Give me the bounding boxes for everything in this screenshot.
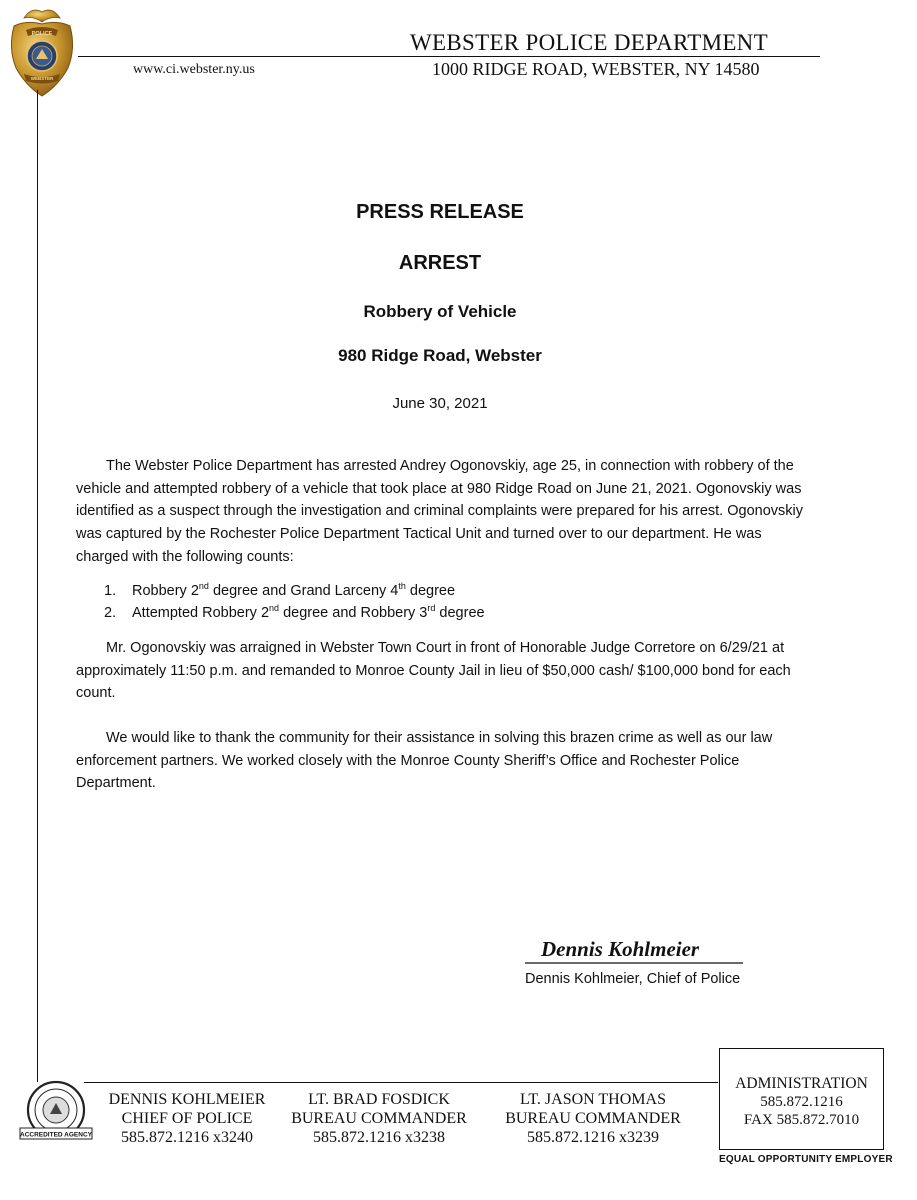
charge-number: 1. (104, 583, 117, 599)
charge-ordinal: rd (427, 603, 436, 614)
department-name: WEBSTER POLICE DEPARTMENT (410, 30, 768, 55)
charges-list (104, 580, 485, 624)
accreditation-seal-icon (10, 1078, 100, 1144)
badge-text-top: POLICE (31, 31, 53, 37)
handwritten-signature (525, 936, 743, 966)
release-location: 980 Ridge Road, Webster (338, 346, 542, 365)
header-rule (78, 56, 820, 57)
footer-officer-chief (102, 1090, 272, 1147)
charge-text: degree (405, 583, 456, 599)
department-address: 1000 RIDGE ROAD, WEBSTER, NY 14580 (432, 59, 760, 79)
charge-ordinal: nd (269, 603, 280, 614)
department-website: www.ci.webster.ny.us (133, 62, 255, 77)
charge-text: degree (435, 605, 485, 621)
charge-item (104, 602, 485, 624)
officer-phone: 585.872.1216 x3238 (313, 1129, 445, 1146)
signature-script: Dennis Kohlmeier (541, 937, 700, 961)
officer-phone: 585.872.1216 x3239 (527, 1129, 659, 1146)
footer-officer-thomas (496, 1090, 690, 1147)
footer-rule (84, 1082, 718, 1083)
charge-text: degree and Grand Larceny 4 (208, 583, 399, 599)
equal-opportunity-employer: EQUAL OPPORTUNITY EMPLOYER (719, 1154, 893, 1165)
charge-text: Robbery 2 (132, 583, 199, 599)
officer-phone: 585.872.1216 x3240 (121, 1129, 253, 1146)
release-headline: ARREST (398, 252, 482, 274)
footer-officer-fosdick (282, 1090, 476, 1147)
charge-ordinal: th (398, 581, 406, 592)
admin-label: ADMINISTRATION (735, 1075, 868, 1092)
officer-title: CHIEF OF POLICE (121, 1110, 253, 1127)
paragraph-text: The Webster Police Department has arrested Andrey Ogonovskiy, age 25, in connection with robbery of the vehicle and attempted robbery of a vehicle that took place at 980 Ridge Road on June 21, 2021. Ogonovskiy was identified as a suspect through the investigation and criminal complaints were prepared for his arrest. Ogonovskiy was captured by the Rochester Police Department Tactical Unit and turned over to our department. He was charged with the following counts: (76, 458, 803, 565)
body-paragraph-thanks (76, 727, 816, 795)
administration-contact-box (719, 1048, 884, 1150)
officer-name: LT. JASON THOMAS (520, 1091, 666, 1108)
officer-title: BUREAU COMMANDER (291, 1110, 467, 1127)
release-type: PRESS RELEASE (356, 201, 524, 223)
left-margin-rule (37, 90, 38, 1082)
charge-text: Attempted Robbery 2 (132, 605, 270, 621)
paragraph-text: We would like to thank the community for their assistance in solving this brazen crime as well as our law enforcement partners. We worked closely with the Monroe County Sheriff’s Office and Rochester Police Department. (76, 730, 773, 792)
officer-title: BUREAU COMMANDER (505, 1110, 681, 1127)
charge-item (104, 580, 485, 602)
body-paragraph-arrest (76, 455, 816, 569)
release-date: June 30, 2021 (392, 395, 488, 412)
seal-label: ACCREDITED AGENCY (20, 1131, 92, 1139)
body-paragraph-arraignment (76, 637, 816, 705)
badge-text-bottom: WEBSTER (30, 76, 54, 81)
charge-number: 2. (104, 605, 117, 621)
charge-ordinal: nd (198, 581, 209, 592)
admin-phone: 585.872.1216 (760, 1094, 843, 1110)
officer-name: LT. BRAD FOSDICK (308, 1091, 450, 1108)
charge-text: degree and Robbery 3 (279, 605, 428, 621)
officer-name: DENNIS KOHLMEIER (108, 1091, 266, 1108)
paragraph-text: Mr. Ogonovskiy was arraigned in Webster Town Court in front of Honorable Judge Corretore on 6/29/21 at approximately 11:50 p.m. and remanded to Monroe County Jail in lieu of $50,000 cash/ $100,000 bond for each count. (76, 640, 791, 702)
police-badge-icon (2, 4, 82, 100)
admin-fax: FAX 585.872.7010 (743, 1112, 860, 1128)
release-subject: Robbery of Vehicle (363, 302, 517, 321)
signature-caption: Dennis Kohlmeier, Chief of Police (525, 971, 741, 987)
